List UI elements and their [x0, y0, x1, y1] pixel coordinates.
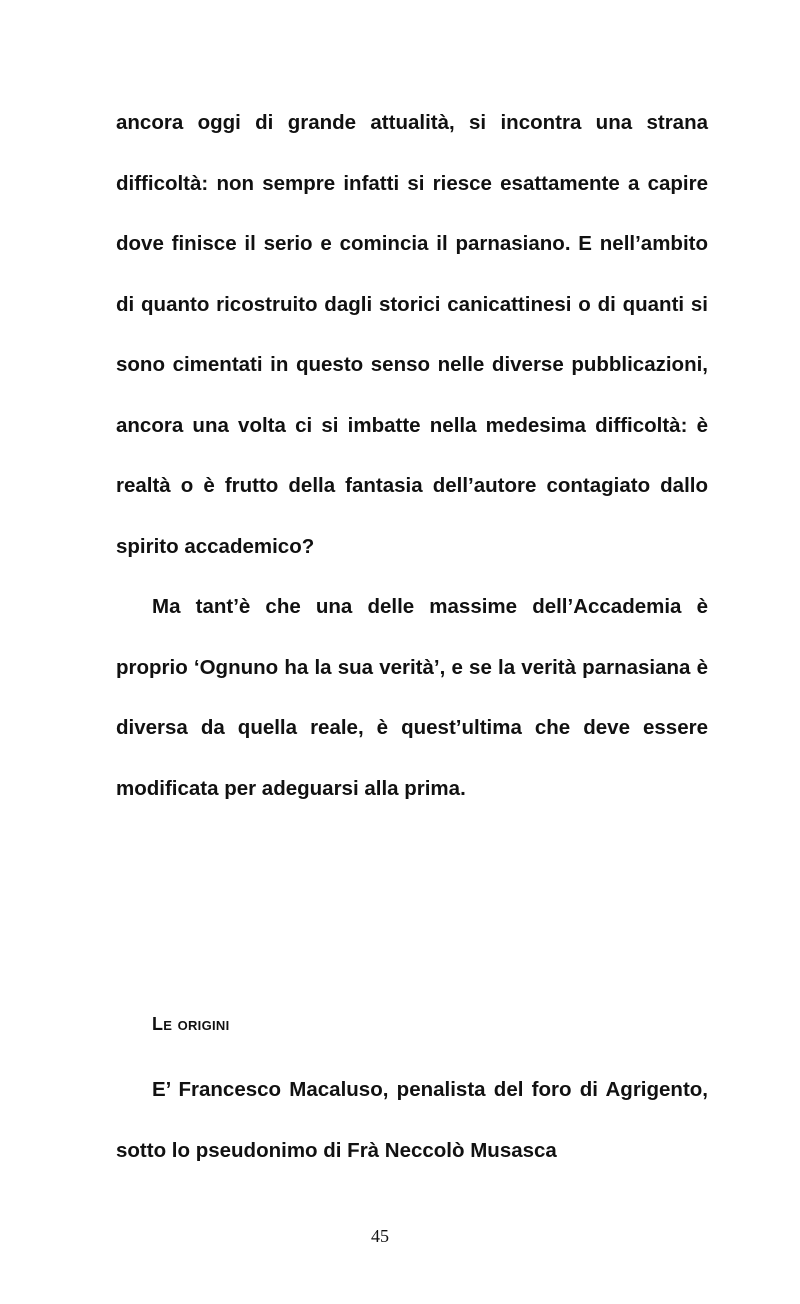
body-text-lower [116, 1060, 708, 1181]
paragraph-accademia-maxim: Ma tant’è che una delle massime dell’Accademia è proprio ‘Ognuno ha la sua verità’, e se la verità parnasiana è diversa da quella reale, è quest’ultima che deve essere modificata per adeguarsi alla prima. [116, 595, 708, 800]
body-text-upper [116, 93, 708, 819]
section-heading: Le origini [152, 1014, 230, 1034]
paragraph-origini: E’ Francesco Macaluso, penalista del foro di Agrigento, sotto lo pseudonimo di Frà Neccolò Musasca [116, 1078, 708, 1162]
paragraph-continuation: ancora oggi di grande attualità, si incontra una strana difficoltà: non sempre infatti si riesce esattamente a capire dove finisce il serio e comincia il parnasiano. E nell’ambito di quanto ricostruito dagli storici canicattinesi o di quanti si sono cimentati in questo senso nelle diverse pubblicazioni, ancora una volta ci si imbatte nella medesima difficoltà: è realtà o è frutto della fantasia dell’autore contagiato dallo spirito accademico? [116, 111, 708, 558]
page-number: 45 [371, 1226, 389, 1246]
